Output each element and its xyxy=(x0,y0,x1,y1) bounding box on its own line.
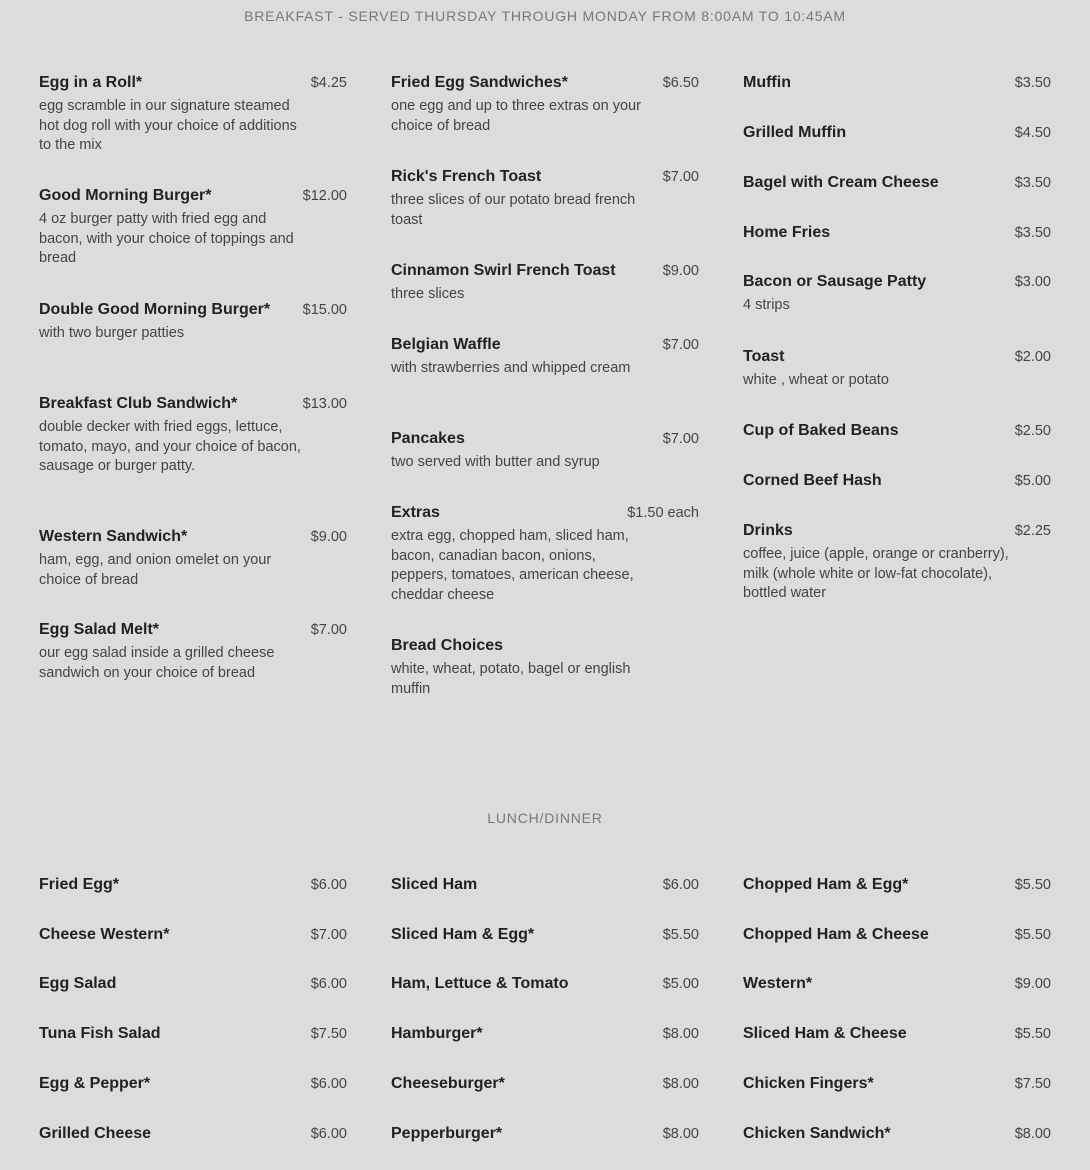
item-name: Corned Beef Hash xyxy=(743,472,882,489)
menu-item xyxy=(39,186,347,269)
menu-item xyxy=(39,300,347,344)
item-price: $5.00 xyxy=(1014,473,1051,489)
item-price: $5.50 xyxy=(1014,1026,1051,1042)
breakfast-heading: BREAKFAST - SERVED THURSDAY THROUGH MONDAY FROM 8:00AM TO 10:45AM xyxy=(244,8,846,24)
item-description: with strawberries and whipped cream xyxy=(391,360,631,376)
menu-item xyxy=(743,925,1051,945)
item-price: $5.50 xyxy=(1014,877,1051,893)
item-name: Ham, Lettuce & Tomato xyxy=(391,975,569,992)
menu-item xyxy=(391,261,699,305)
item-name: Rick's French Toast xyxy=(391,168,542,185)
menu-item xyxy=(391,73,699,136)
item-price: $7.00 xyxy=(310,622,347,638)
item-price: $13.00 xyxy=(302,396,347,412)
item-name: Egg in a Roll* xyxy=(39,74,143,91)
item-description: one egg and up to three extras on your choice of bread xyxy=(391,98,641,134)
item-name: Chicken Sandwich* xyxy=(743,1125,891,1142)
menu-item xyxy=(391,429,699,473)
item-name: Drinks xyxy=(743,522,793,539)
item-name: Cup of Baked Beans xyxy=(743,422,899,439)
item-name: Egg Salad Melt* xyxy=(39,621,160,638)
menu-item xyxy=(743,471,1051,491)
menu-item xyxy=(39,1024,347,1044)
menu-item xyxy=(39,974,347,994)
item-description: ham, egg, and onion omelet on your choice of bread xyxy=(39,552,272,588)
item-price: $8.00 xyxy=(662,1076,699,1092)
item-description: three slices of our potato bread french toast xyxy=(391,192,636,228)
item-description: extra egg, chopped ham, sliced ham, bacon, canadian bacon, onions, peppers, tomatoes, american cheese, cheddar cheese xyxy=(391,528,634,603)
menu-item xyxy=(39,394,347,477)
item-name: Cheese Western* xyxy=(39,926,170,943)
menu-item xyxy=(391,974,699,994)
menu-item xyxy=(391,1024,699,1044)
item-description: two served with butter and syrup xyxy=(391,454,600,470)
item-price: $7.00 xyxy=(662,431,699,447)
item-name: Cheeseburger* xyxy=(391,1075,505,1092)
item-price: $9.00 xyxy=(662,263,699,279)
item-name: Fried Egg Sandwiches* xyxy=(391,74,568,91)
item-description: coffee, juice (apple, orange or cranberry), milk (whole white or low-fat chocolate), bottled water xyxy=(743,546,1009,601)
menu-item xyxy=(743,875,1051,895)
item-price: $5.00 xyxy=(662,976,699,992)
item-name: Western* xyxy=(743,975,813,992)
item-name: Chopped Ham & Cheese xyxy=(743,926,929,943)
item-name: Egg Salad xyxy=(39,975,117,992)
item-price: $6.00 xyxy=(310,877,347,893)
item-name: Home Fries xyxy=(743,224,831,241)
item-description: three slices xyxy=(391,286,465,302)
item-price: $4.50 xyxy=(1014,125,1051,141)
item-price: $9.00 xyxy=(310,529,347,545)
item-name: Sliced Ham & Egg* xyxy=(391,926,535,943)
item-price: $4.25 xyxy=(310,75,347,91)
item-description: 4 oz burger patty with fried egg and bacon, with your choice of toppings and bread xyxy=(39,211,294,266)
menu-item xyxy=(391,335,699,379)
item-name: Bagel with Cream Cheese xyxy=(743,174,939,191)
item-price: $8.00 xyxy=(1014,1126,1051,1142)
item-price: $7.00 xyxy=(662,169,699,185)
item-name: Sliced Ham xyxy=(391,876,478,893)
item-name: Western Sandwich* xyxy=(39,528,188,545)
item-price: $3.00 xyxy=(1014,274,1051,290)
menu-item xyxy=(743,421,1051,441)
menu-item xyxy=(39,1124,347,1144)
item-price: $7.50 xyxy=(310,1026,347,1042)
item-price: $3.50 xyxy=(1014,75,1051,91)
item-name: Double Good Morning Burger* xyxy=(39,301,271,318)
item-price: $6.00 xyxy=(662,877,699,893)
menu-item xyxy=(743,1024,1051,1044)
menu-item xyxy=(743,73,1051,93)
menu-item xyxy=(743,223,1051,243)
item-name: Toast xyxy=(743,348,785,365)
item-price: $9.00 xyxy=(1014,976,1051,992)
item-name: Pancakes xyxy=(391,430,465,447)
item-name: Grilled Muffin xyxy=(743,124,847,141)
menu-item xyxy=(743,1074,1051,1094)
item-description: our egg salad inside a grilled cheese sandwich on your choice of bread xyxy=(39,645,275,681)
item-price: $5.50 xyxy=(1014,927,1051,943)
menu-item xyxy=(743,521,1051,604)
item-price: $12.00 xyxy=(302,188,347,204)
menu-item xyxy=(39,620,347,683)
menu-item xyxy=(39,875,347,895)
menu-item xyxy=(743,1124,1051,1144)
menu-item xyxy=(391,1124,699,1144)
item-price: $8.00 xyxy=(662,1126,699,1142)
item-price: $15.00 xyxy=(302,302,347,318)
item-name: Good Morning Burger* xyxy=(39,187,212,204)
item-description: white, wheat, potato, bagel or english muffin xyxy=(391,661,631,697)
item-price: $3.50 xyxy=(1014,225,1051,241)
item-name: Chopped Ham & Egg* xyxy=(743,876,909,893)
item-name: Bacon or Sausage Patty xyxy=(743,273,927,290)
item-name: Muffin xyxy=(743,74,791,91)
item-name: Hamburger* xyxy=(391,1025,483,1042)
item-description: double decker with fried eggs, lettuce, tomato, mayo, and your choice of bacon, sausage or burger patty. xyxy=(39,419,301,474)
item-name: Tuna Fish Salad xyxy=(39,1025,161,1042)
item-name: Pepperburger* xyxy=(391,1125,503,1142)
item-price: $2.25 xyxy=(1014,523,1051,539)
item-name: Cinnamon Swirl French Toast xyxy=(391,262,616,279)
item-price: $8.00 xyxy=(662,1026,699,1042)
menu-item xyxy=(743,272,1051,316)
item-price: $6.00 xyxy=(310,1076,347,1092)
item-price: $6.00 xyxy=(310,976,347,992)
item-price: $6.50 xyxy=(662,75,699,91)
item-price: $7.00 xyxy=(310,927,347,943)
menu-item xyxy=(743,123,1051,143)
item-name: Belgian Waffle xyxy=(391,336,501,353)
item-price: $7.50 xyxy=(1014,1076,1051,1092)
item-name: Extras xyxy=(391,504,440,521)
item-description: 4 strips xyxy=(743,297,790,313)
item-name: Bread Choices xyxy=(391,637,504,654)
item-name: Sliced Ham & Cheese xyxy=(743,1025,907,1042)
menu-item xyxy=(391,167,699,230)
item-price: $3.50 xyxy=(1014,175,1051,191)
lunch-dinner-heading: LUNCH/DINNER xyxy=(487,810,603,826)
item-price: $1.50 each xyxy=(627,505,699,521)
item-description: with two burger patties xyxy=(39,325,185,341)
menu-item xyxy=(391,1074,699,1094)
item-name: Fried Egg* xyxy=(39,876,120,893)
item-price: $6.00 xyxy=(310,1126,347,1142)
menu-item xyxy=(391,925,699,945)
item-price: $5.50 xyxy=(662,927,699,943)
menu-item xyxy=(391,503,699,605)
item-price: $2.00 xyxy=(1014,349,1051,365)
menu-item xyxy=(743,974,1051,994)
menu-item xyxy=(39,527,347,590)
item-description: white , wheat or potato xyxy=(743,372,889,388)
menu-item xyxy=(39,1074,347,1094)
item-price: $7.00 xyxy=(662,337,699,353)
menu-item xyxy=(743,173,1051,193)
item-price: $2.50 xyxy=(1014,423,1051,439)
item-description: egg scramble in our signature steamed hot dog roll with your choice of additions to the mix xyxy=(39,98,297,153)
item-name: Egg & Pepper* xyxy=(39,1075,151,1092)
menu-item xyxy=(39,73,347,156)
menu-item xyxy=(39,925,347,945)
menu-item xyxy=(391,636,699,699)
item-name: Chicken Fingers* xyxy=(743,1075,874,1092)
menu-item xyxy=(391,875,699,895)
menu-item xyxy=(743,347,1051,391)
item-name: Breakfast Club Sandwich* xyxy=(39,395,238,412)
item-name: Grilled Cheese xyxy=(39,1125,152,1142)
